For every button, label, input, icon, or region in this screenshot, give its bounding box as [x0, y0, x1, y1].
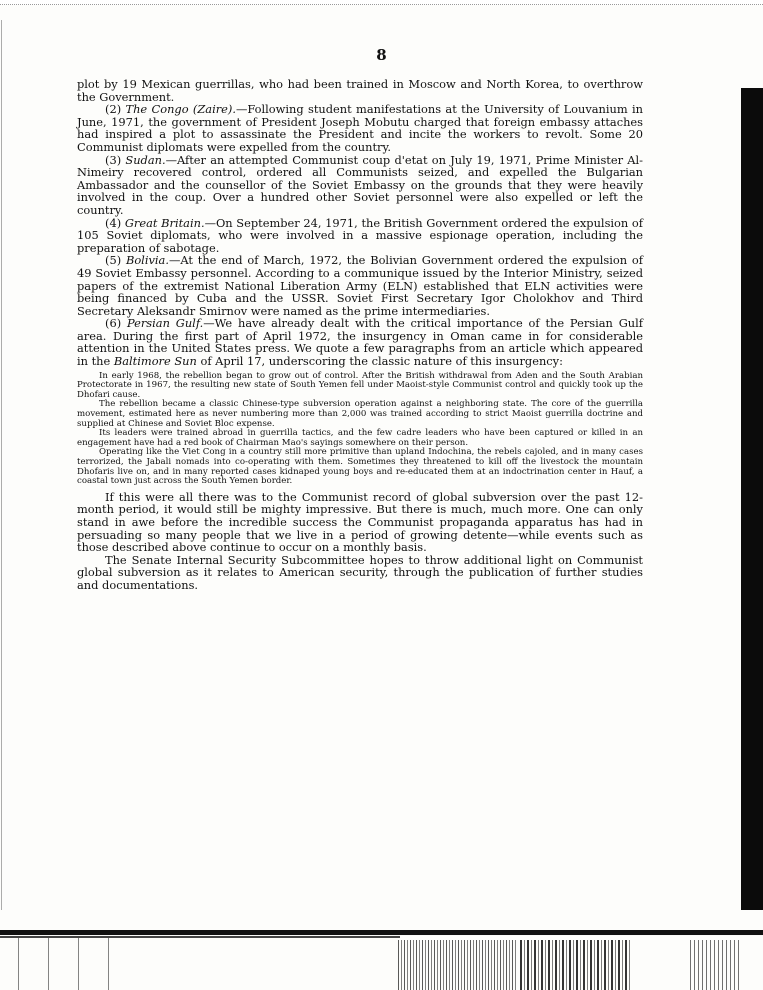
item-title: Bolivia.: [125, 253, 169, 268]
scan-noise-right: [690, 940, 740, 990]
item-title: Persian Gulf.: [126, 316, 204, 331]
scan-noise-left: [0, 938, 110, 990]
quote-paragraph: Its leaders were trained abroad in guerrilla tactics, and the few cadre leaders who have been captured or killed in an engagement have had a red book of Chairman Mao's sayings somewhere on their person.: [77, 428, 643, 448]
scan-right-edge-bar: [741, 88, 763, 910]
quote-paragraph: The rebellion became a classic Chinese-type subversion operation against a neighboring state. The core of the guerrilla movement, estimated here as never numbering more than 2,000 was trained according to strict Maoist guerrilla doctrine and supplied at Chinese and Soviet Bloc expense.: [77, 399, 643, 429]
scan-bottom-band: [0, 912, 763, 990]
top-border: [0, 0, 763, 5]
item-great-britain: (4) Great Britain.—On September 24, 1971, the British Government ordered the expulsion of 105 Soviet diplomats, who were involved in a massive espionage operation, including the preparation of sabotage.: [77, 215, 643, 255]
item-title: Sudan.: [125, 152, 166, 167]
item-persian-gulf: (6) Persian Gulf.—We have already dealt with the critical importance of the Persian Gulf area. During the first part of April 1972, the insurgency in Oman came in for considerable attention in the United States press. We quote a few paragraphs from an article which appeared in the Baltimore Sun of April 17, underscoring the classic nature of this insurgency:: [77, 316, 643, 369]
paragraph-intro: plot by 19 Mexican guerrillas, who had been trained in Moscow and North Korea, to overthrow the Government.: [77, 77, 643, 104]
page-number: 8: [376, 46, 387, 64]
source-title: Baltimore Sun: [113, 354, 197, 369]
scan-left-edge: [1, 20, 4, 910]
item-sudan: (3) Sudan.—After an attempted Communist coup d'etat on July 19, 1971, Prime Minister Al-Nimeiry recovered control, ordered all Communists seized, and expelled the Bulgarian Ambassador and the counsellor of the Soviet Embassy on the grounds that they were heavily involved in the coup. Over a hundred other Soviet personnel were also expelled or left the country.: [77, 152, 644, 217]
scan-noise-center: [398, 940, 518, 990]
quote-paragraph: Operating like the Viet Cong in a country still more primitive than upland Indochina, the rebels cajoled, and in many cases terrorized, the Jabali nomads into co-operating with them. Sometimes they threatened to kill off the livestock the mountain Dhofaris live on, and in many reported cases kidnaped young boys and re-educated them at an indoctrination center in Hauf, a coastal town just across the South Yemen border.: [77, 447, 643, 487]
block-quote: [77, 372, 643, 487]
item-congo: (2) The Congo (Zaire).—Following student manifestations at the University of Louvanium in June, 1971, the government of President Joseph Mobutu charged that foreign embassy attaches had inspired a plot to assassinate the President and incite the workers to revolt. Some 20 Communist diplomats were expelled from the country.: [77, 102, 643, 154]
item-bolivia: (5) Bolivia.—At the end of March, 1972, the Bolivian Government ordered the expulsion of 49 Soviet Embassy personnel. According to a communique issued by the Interior Ministry, seized papers of the extremist National Liberation Army (ELN) established that ELN activities were being financed by Cuba and the USSR. Soviet First Secretary Igor Cholokhov and Third Secretary Aleksandr Smirnov were named as the prime intermediaries.: [77, 253, 643, 318]
paragraph-closing-2: The Senate Internal Security Subcommittee hopes to throw additional light on Communist global subversion as it relates to American security, through the publication of further studies and documentations.: [77, 552, 643, 592]
paragraph-closing-1: If this were all there was to the Communist record of global subversion over the past 12-month period, it would still be mighty impressive. But there is much, much more. One can only stand in awe before the incredible success the Communist propaganda apparatus has had in persuading so many people that we live in a period of growing detente—while events such as those described above continue to occur on a monthly basis.: [77, 489, 643, 555]
item-title: The Congo (Zaire).: [125, 102, 236, 117]
scan-bottom-rule: [0, 930, 763, 935]
quote-paragraph: In early 1968, the rebellion began to grow out of control. After the British withdrawal from Aden and the South Arabian Protectorate in 1967, the resulting new state of South Yemen fell under Maoist-style Communist control and quickly took up the Dhofari cause.: [77, 370, 643, 400]
item-title: Great Britain.: [124, 215, 205, 230]
scan-noise-center-right: [520, 940, 630, 990]
document-body: [77, 78, 643, 592]
